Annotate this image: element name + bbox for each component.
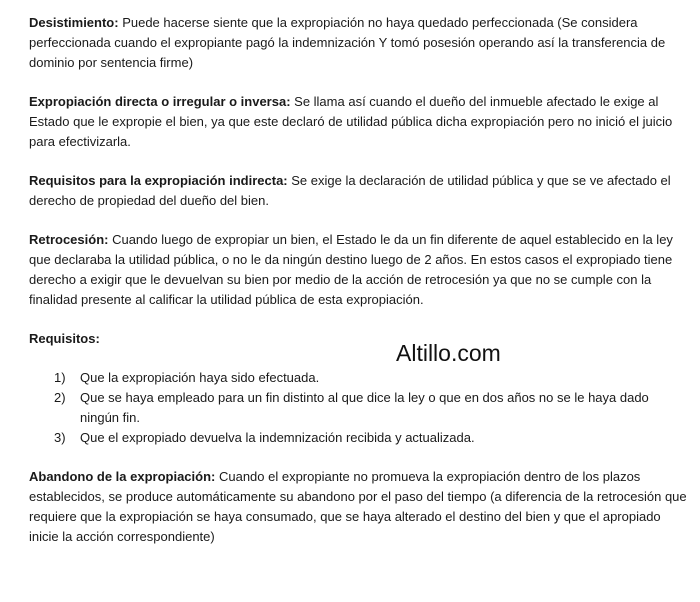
list-item-number: 2) xyxy=(54,390,66,405)
section-desistimiento xyxy=(29,13,690,73)
section-expropiacion-inversa xyxy=(29,92,690,152)
requisitos-list xyxy=(29,368,690,448)
section-body: Cuando el expropiante no promueva la expropiación dentro de los plazos establecidos, se produce automáticamente su abandono por el paso del tiempo (a diferencia de la retrocesión que requiere que la expropiación se haya consumado, que se haya alterado el destino del bien y que el apropiado inicie la acción correspondiente) xyxy=(29,469,687,544)
section-abandono xyxy=(29,467,690,547)
section-title: Requisitos para la expropiación indirecta: xyxy=(29,173,288,188)
requisitos-heading: Requisitos: xyxy=(29,331,100,346)
list-item-text: Que la expropiación haya sido efectuada. xyxy=(80,370,320,385)
section-body: Cuando luego de expropiar un bien, el Estado le da un fin diferente de aquel establecido en la ley que declaraba la utilidad pública, o no le da ningún destino luego de 2 años. En estos casos el expropiado tiene derecho a exigir que le devuelvan su bien por medio de la acción de retrocesión ya que no se cumple con la finalidad presente al calificar la utilidad pública de esta expropiación. xyxy=(29,232,673,307)
list-item-number: 1) xyxy=(54,370,66,385)
section-body: Se exige la declaración de utilidad pública y que se ve afectado el derecho de propiedad del dueño del bien. xyxy=(29,173,671,208)
section-body: Puede hacerse siente que la expropiación no haya quedado perfeccionada (Se considera perfeccionada cuando el expropiante pagó la indemnización Y tomó posesión operando así la transferencia de dominio por sentencia firme) xyxy=(29,15,666,70)
section-title: Desistimiento: xyxy=(29,15,119,30)
list-item-number: 3) xyxy=(54,430,66,445)
list-item-text: Que se haya empleado para un fin distinto al que dice la ley o que en dos años no se le haya dado ningún fin. xyxy=(80,390,649,425)
list-item xyxy=(29,388,690,428)
section-title: Retrocesión: xyxy=(29,232,109,247)
section-title: Expropiación directa o irregular o inversa: xyxy=(29,94,291,109)
section-retrocesion xyxy=(29,230,690,310)
list-item xyxy=(29,368,690,388)
section-requisitos-indirecta xyxy=(29,171,690,211)
section-title: Abandono de la expropiación: xyxy=(29,469,216,484)
list-item xyxy=(29,428,690,448)
list-item-text: Que el expropiado devuelva la indemnización recibida y actualizada. xyxy=(80,430,475,445)
watermark: Altillo.com xyxy=(396,340,501,366)
section-body: Se llama así cuando el dueño del inmueble afectado le exige al Estado que le expropie el bien, ya que este declaró de utilidad pública dicha expropiación pero no inició el juicio para efectivizarla. xyxy=(29,94,673,149)
